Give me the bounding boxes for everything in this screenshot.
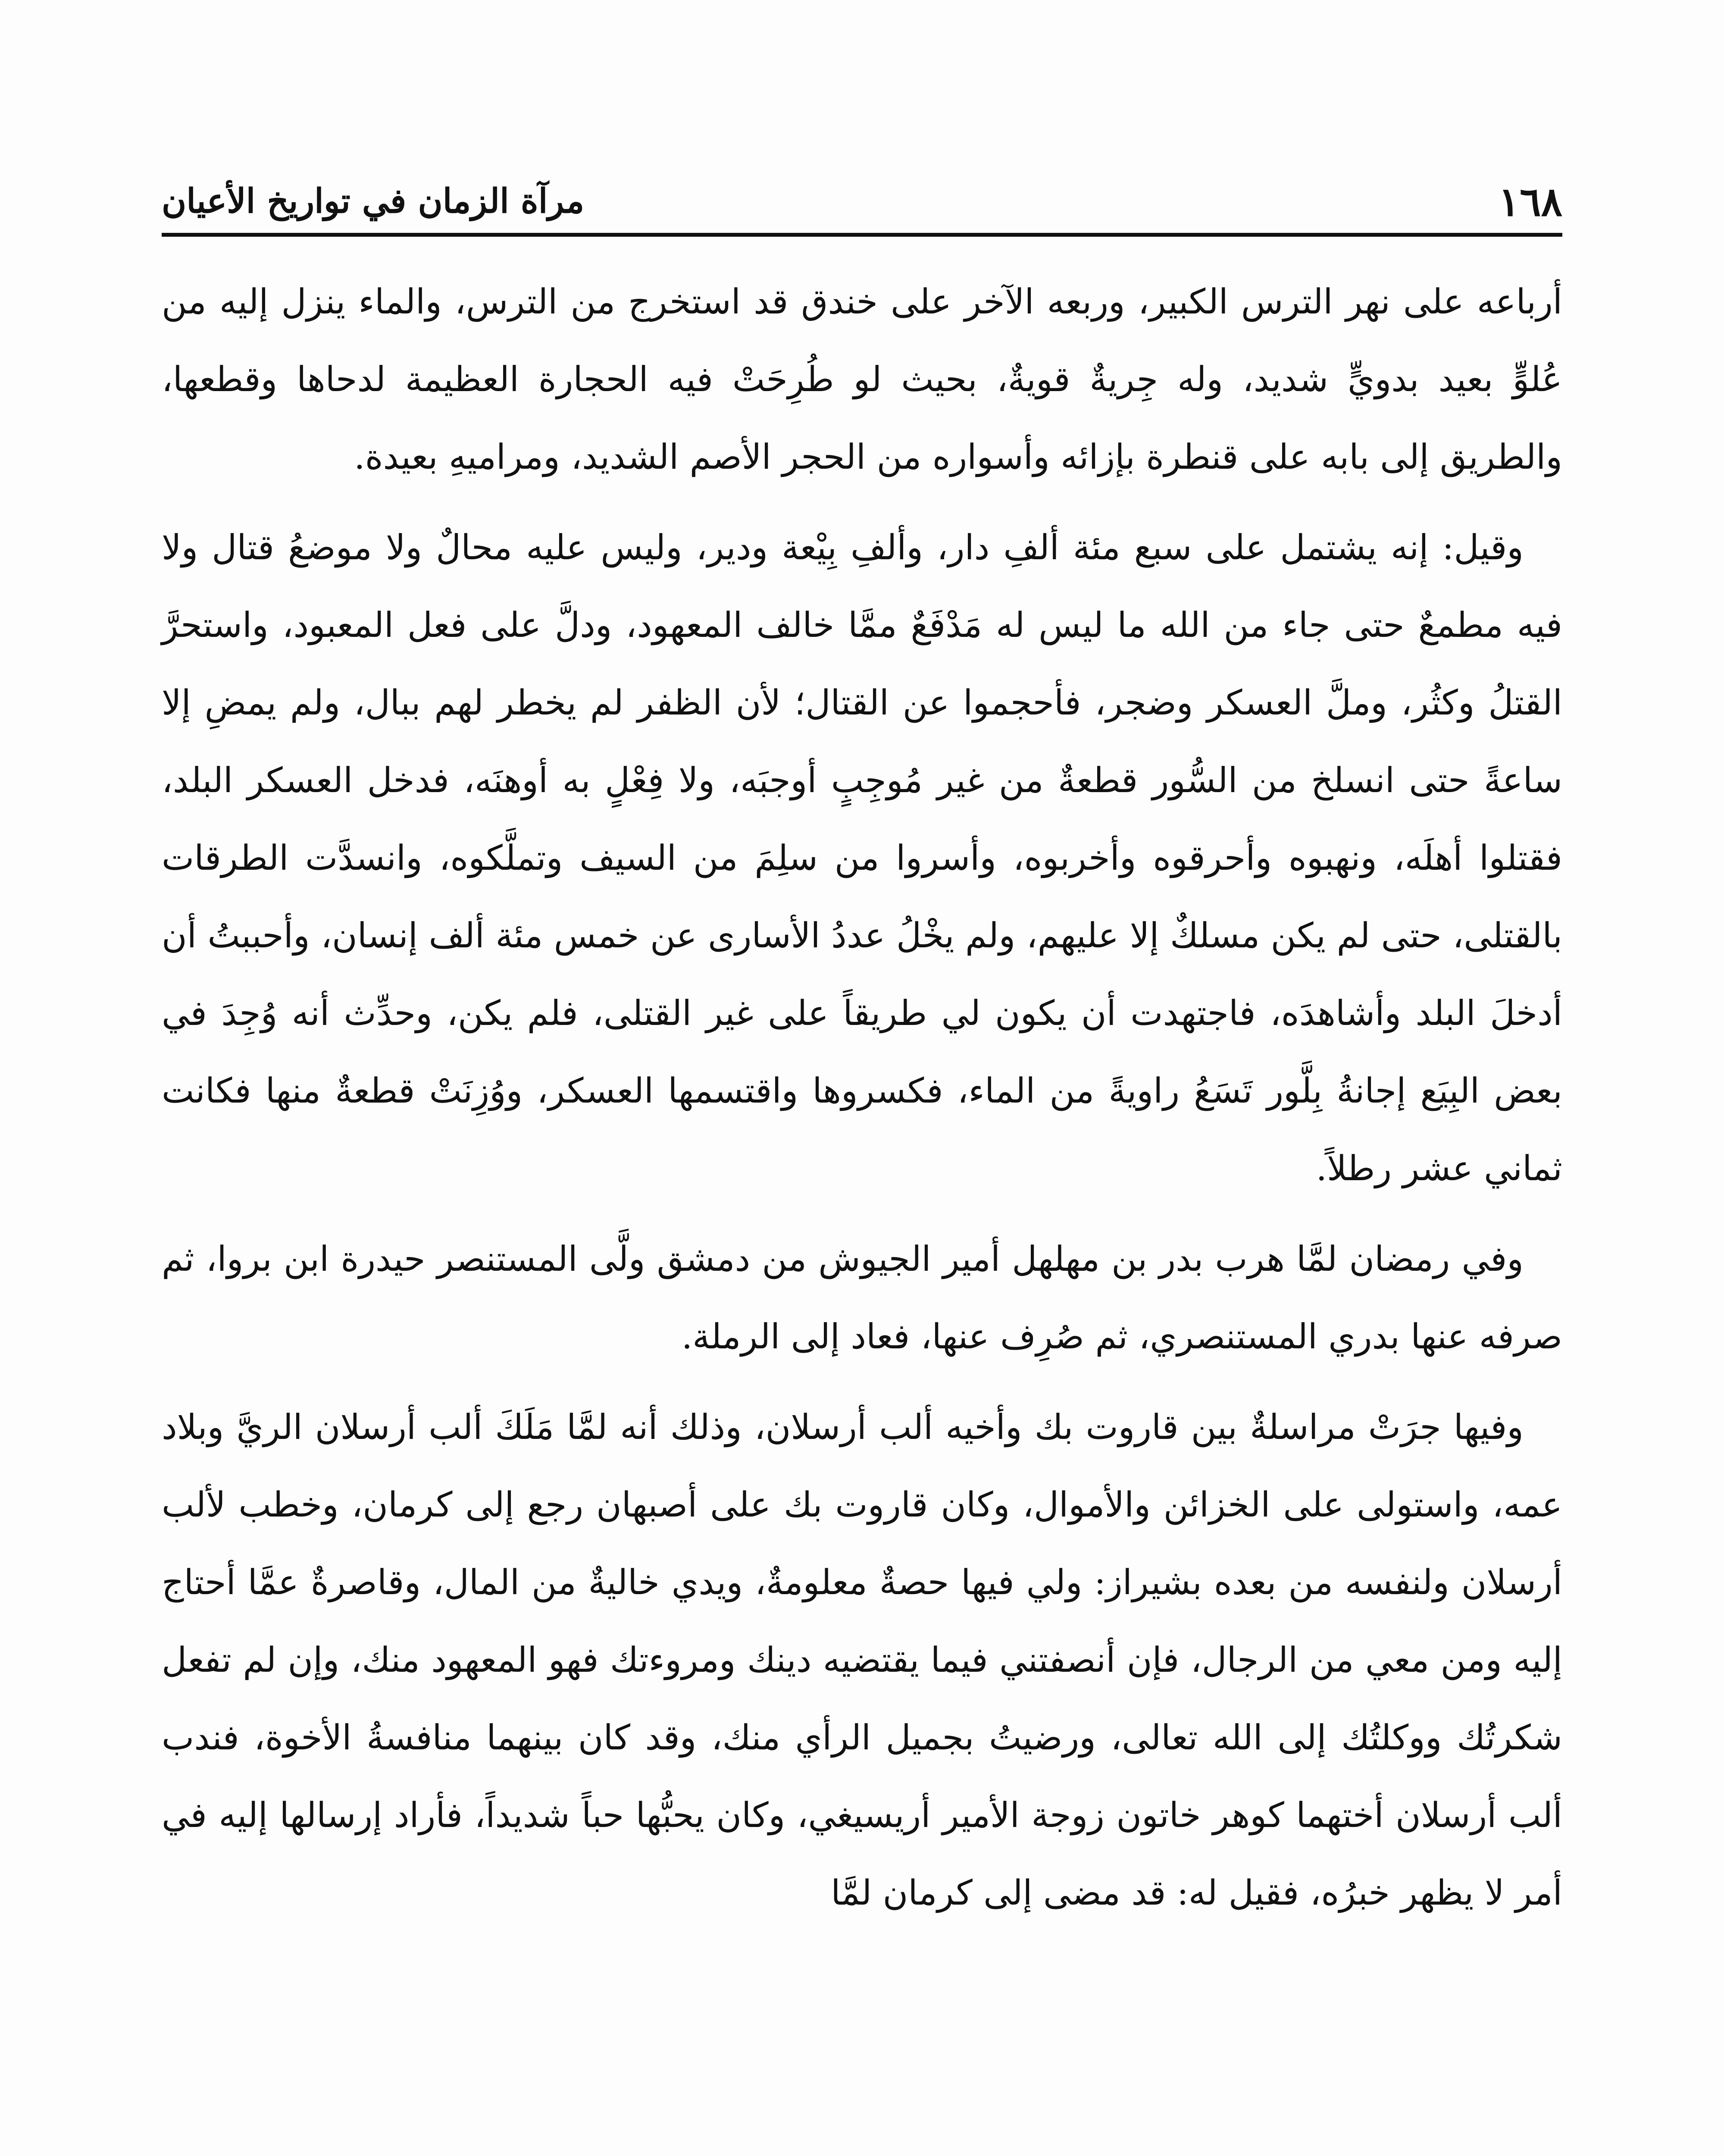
page-body (162, 263, 1562, 2156)
running-header (162, 164, 1562, 229)
paragraph: أرباعه على نهر الترس الكبير، وربعه الآخر على خندق قد استخرج من الترس، والماء ينزل إليه من عُلوٍّ بعيد بدويٍّ شديد، وله جِريةٌ قويةٌ، بحيث لو طُرِحَتْ فيه الحجارة العظيمة لدحاها وقطعها، والطريق إلى بابه على قنطرة بإزائه وأسواره من الحجر الأصم الشديد، ومراميهِ بعيدة. (162, 282, 1562, 477)
page-number: ١٦٨ (1498, 179, 1562, 225)
paragraph: وقيل: إنه يشتمل على سبع مئة ألفِ دار، وألفِ بِيْعة ودير، وليس عليه محالٌ ولا موضعُ قتال ولا فيه مطمعٌ حتى جاء من الله ما ليس له مَدْفَعٌ ممَّا خالف المعهود، ودلَّ على فعل المعبود، واستحرَّ القتلُ وكثُر، وملَّ العسكر وضجر، فأحجموا عن القتال؛ لأن الظفر لم يخطر لهم ببال، ولم يمضِ إلا ساعةً حتى انسلخ من السُّور قطعةٌ من غير مُوجِبٍ أوجبَه، ولا فِعْلٍ به أوهنَه، فدخل العسكر البلد، فقتلوا أهلَه، ونهبوه وأحرقوه وأخربوه، وأسروا من سلِمَ من السيف وتملَّكوه، وانسدَّت الطرقات بالقتلى، حتى لم يكن مسلكٌ إلا عليهم، ولم يخْلُ عددُ الأسارى عن خمس مئة ألف إنسان، وأحببتُ أن أدخلَ البلد وأشاهدَه، فاجتهدت أن يكون لي طريقاً على غير القتلى، فلم يكن، وحدِّث أنه وُجِدَ في بعض البِيَع إجانةُ بِلَّور تَسَعُ راويةً من الماء، فكسروها واقتسمها العسكر، ووُزِنَتْ قطعةٌ منها فكانت ثماني عشر رطلاً. (162, 527, 1563, 1188)
paragraph: وفي رمضان لمَّا هرب بدر بن مهلهل أمير الجيوش من دمشق ولَّى المستنصر حيدرة ابن بروا، ثم صرفه عنها بدري المستنصري، ثم صُرِف عنها، فعاد إلى الرملة. (162, 1239, 1562, 1357)
header-divider (162, 233, 1562, 237)
book-title: مرآة الزمان في تواريخ الأعيان (162, 182, 585, 221)
paragraph: وفيها جرَتْ مراسلةٌ بين قاروت بك وأخيه ألب أرسلان، وذلك أنه لمَّا مَلَكَ ألب أرسلان الريَّ وبلاد عمه، واستولى على الخزائن والأموال، وكان قاروت بك على أصبهان رجع إلى كرمان، وخطب لألب أرسلان ولنفسه من بعده بشيراز: ولي فيها حصةٌ معلومةٌ، ويدي خاليةٌ من المال، وقاصرةٌ عمَّا أحتاج إليه ومن معي من الرجال، فإن أنصفتني فيما يقتضيه دينك ومروءتك فهو المعهود منك، وإن لم تفعل شكرتُك ووكلتُك إلى الله تعالى، ورضيتُ بجميل الرأي منك، وقد كان بينهما منافسةُ الأخوة، فندب ألب أرسلان أختهما كوهر خاتون زوجة الأمير أريسيغي، وكان يحبُّها حباً شديداً، فأراد إرسالها إليه في أمر لا يظهر خبرُه، فقيل له: قد مضى إلى كرمان لمَّا (162, 1407, 1563, 1913)
